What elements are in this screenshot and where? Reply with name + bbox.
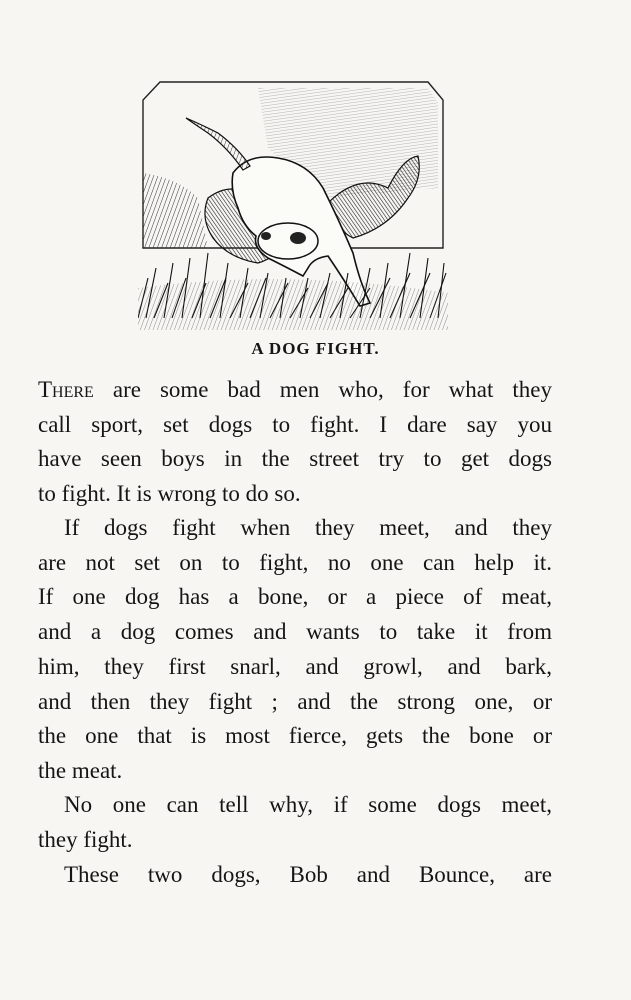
paragraph-1: [38, 373, 552, 512]
paragraph-3: [38, 788, 552, 857]
lead-word: There: [38, 377, 94, 402]
text-line: have seen boys in the street try to get dogs: [38, 446, 552, 472]
text-line: to fight. It is wrong to do so.: [38, 481, 301, 507]
paragraph-2: [38, 511, 552, 789]
dog-fight-engraving: [138, 78, 448, 330]
text-line: If dogs fight when they meet, and they: [64, 515, 552, 540]
paragraph-4: [38, 858, 552, 893]
line-text: are some bad men who, for what they: [93, 377, 552, 402]
text-line: call sport, set dogs to fight. I dare say you: [38, 411, 552, 437]
text-line: him, they first snarl, and growl, and bark,: [38, 653, 552, 679]
text-line: No one can tell why, if some dogs meet,: [64, 792, 552, 817]
text-line: These two dogs, Bob and Bounce, are: [64, 862, 552, 887]
text-line: the meat.: [38, 757, 123, 783]
text-line: are not set on to fight, no one can help it.: [38, 549, 552, 575]
text-line: If one dog has a bone, or a piece of meat,: [38, 584, 552, 610]
text-line: and then they fight ; and the strong one, or: [38, 688, 552, 714]
text-line: the one that is most fierce, gets the bone or: [38, 723, 552, 749]
text-line: and a dog comes and wants to take it from: [38, 619, 552, 645]
figure-caption: A DOG FIGHT.: [251, 339, 380, 358]
text-line: [38, 373, 552, 408]
text-line: they fight.: [38, 826, 133, 852]
